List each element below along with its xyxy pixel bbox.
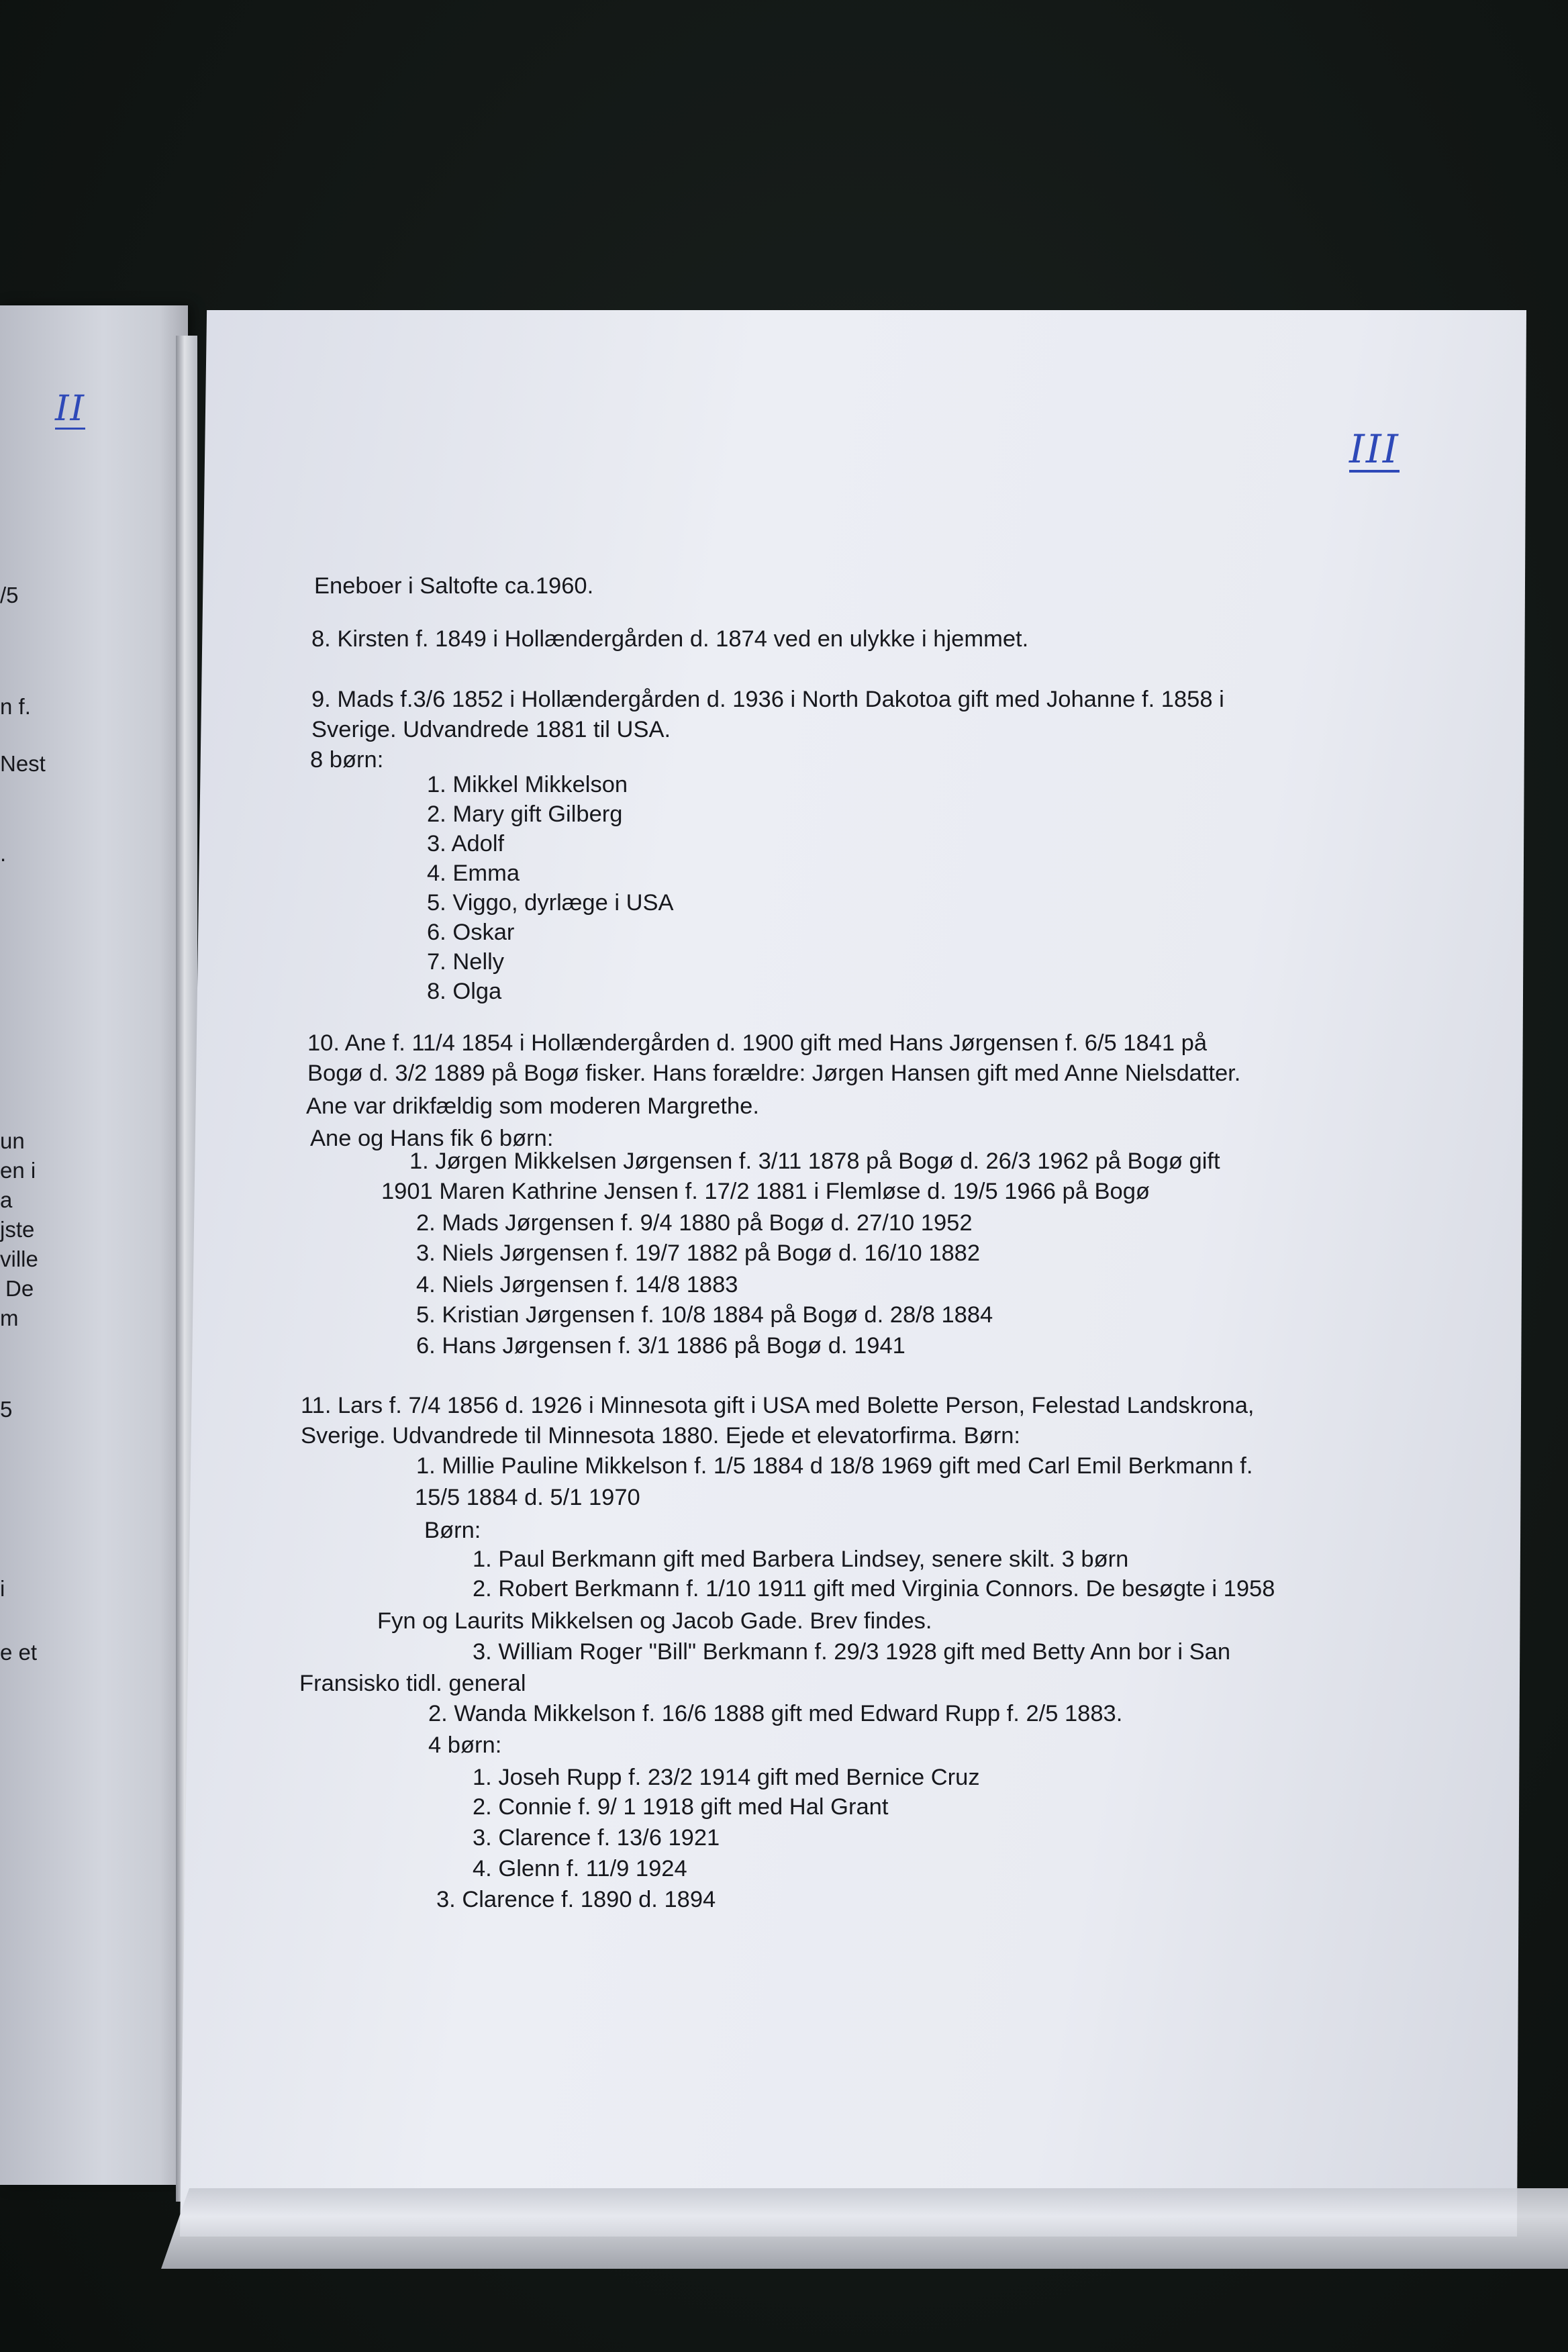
main-page [180,310,1526,2237]
text-line: Sverige. Udvandrede til Minnesota 1880. Ejede et elevatorfirma. Børn: [301,1423,1020,1449]
text-line: 5. Viggo, dyrlæge i USA [427,890,674,916]
left-fragment: m [0,1306,19,1330]
left-fragment: . [0,841,7,866]
left-fragment: n f. [0,694,31,719]
left-fragment: ville [0,1246,38,1271]
text-line: Sverige. Udvandrede 1881 til USA. [311,717,671,742]
text-line: 1. Paul Berkmann gift med Barbera Lindsey, senere skilt. 3 børn [473,1547,1129,1572]
text-line: 3. Adolf [427,831,505,856]
text-line: 1901 Maren Kathrine Jensen f. 17/2 1881 i Flemløse d. 19/5 1966 på Bogø [381,1179,1150,1204]
text-line: Ane var drikfældig som moderen Margrethe. [306,1093,759,1119]
text-line: 3. Niels Jørgensen f. 19/7 1882 på Bogø d. 16/10 1882 [416,1240,981,1266]
left-fragment: /5 [0,583,19,607]
text-line: 1. Joseh Rupp f. 23/2 1914 gift med Bernice Cruz [473,1765,980,1790]
left-fragment: 5 [0,1397,13,1422]
text-line: 8. Olga [427,979,502,1004]
text-line: 4. Emma [427,861,520,886]
left-fragment: De [5,1276,34,1301]
text-line: 1. Mikkel Mikkelson [427,772,628,797]
text-line: 15/5 1884 d. 5/1 1970 [415,1485,640,1510]
text-line: 3. Clarence f. 1890 d. 1894 [436,1887,716,1912]
text-line: 4. Niels Jørgensen f. 14/8 1883 [416,1272,738,1297]
left-fragment: en i [0,1158,36,1183]
left-fragment: Nest [0,751,46,776]
text-line: 1. Millie Pauline Mikkelson f. 1/5 1884 d 18/8 1969 gift med Carl Emil Berkmann f. [416,1453,1253,1479]
text-line: 5. Kristian Jørgensen f. 10/8 1884 på Bogø d. 28/8 1884 [416,1302,993,1328]
text-line: Bogø d. 3/2 1889 på Bogø fisker. Hans forældre: Jørgen Hansen gift med Anne Nielsdatter. [307,1061,1241,1086]
left-fragment: a [0,1187,13,1212]
right-page-number: III [1349,426,1400,472]
left-fragment: e et [0,1640,38,1665]
text-line: 4 børn: [428,1732,502,1758]
text-line: 8. Kirsten f. 1849 i Hollændergården d. 1874 ved en ulykke i hjemmet. [311,626,1029,652]
text-line: 2. Wanda Mikkelson f. 16/6 1888 gift med Edward Rupp f. 2/5 1883. [428,1701,1123,1726]
text-line: 2. Robert Berkmann f. 1/10 1911 gift med Virginia Connors. De besøgte i 1958 [473,1576,1275,1602]
left-fragment: un [0,1128,25,1153]
left-page [0,305,188,2185]
text-line: Børn: [424,1518,481,1543]
left-page-number: II [55,389,86,429]
left-fragment: jste [0,1217,35,1242]
text-line: 3. Clarence f. 13/6 1921 [473,1825,720,1851]
plastic-sleeve-edge [161,2188,1568,2269]
text-line: 6. Oskar [427,920,515,945]
text-line: 11. Lars f. 7/4 1856 d. 1926 i Minnesota gift i USA med Bolette Person, Felestad Landskrona, [301,1393,1255,1418]
text-line: 6. Hans Jørgensen f. 3/1 1886 på Bogø d. 1941 [416,1333,905,1359]
text-line: Ane og Hans fik 6 børn: [310,1126,554,1151]
text-line: 10. Ane f. 11/4 1854 i Hollændergården d. 1900 gift med Hans Jørgensen f. 6/5 1841 på [307,1030,1208,1056]
text-line: 7. Nelly [427,949,505,975]
text-line: Fransisko tidl. general [299,1671,526,1696]
text-line: Eneboer i Saltofte ca.1960. [314,573,594,599]
text-line: 9. Mads f.3/6 1852 i Hollændergården d. 1936 i North Dakotoa gift med Johanne f. 1858 i [311,687,1224,712]
text-line: 2. Mary gift Gilberg [427,801,623,827]
left-fragment: i [0,1576,5,1601]
text-line: 4. Glenn f. 11/9 1924 [473,1856,687,1881]
text-line: 2. Mads Jørgensen f. 9/4 1880 på Bogø d. 27/10 1952 [416,1210,973,1236]
text-line: 8 børn: [310,747,384,773]
text-line: 1. Jørgen Mikkelsen Jørgensen f. 3/11 1878 på Bogø d. 26/3 1962 på Bogø gift [409,1148,1220,1174]
text-line: 2. Connie f. 9/ 1 1918 gift med Hal Grant [473,1794,889,1820]
text-line: Fyn og Laurits Mikkelsen og Jacob Gade. Brev findes. [377,1608,932,1634]
text-line: 3. William Roger "Bill" Berkmann f. 29/3 1928 gift med Betty Ann bor i San [473,1639,1231,1665]
